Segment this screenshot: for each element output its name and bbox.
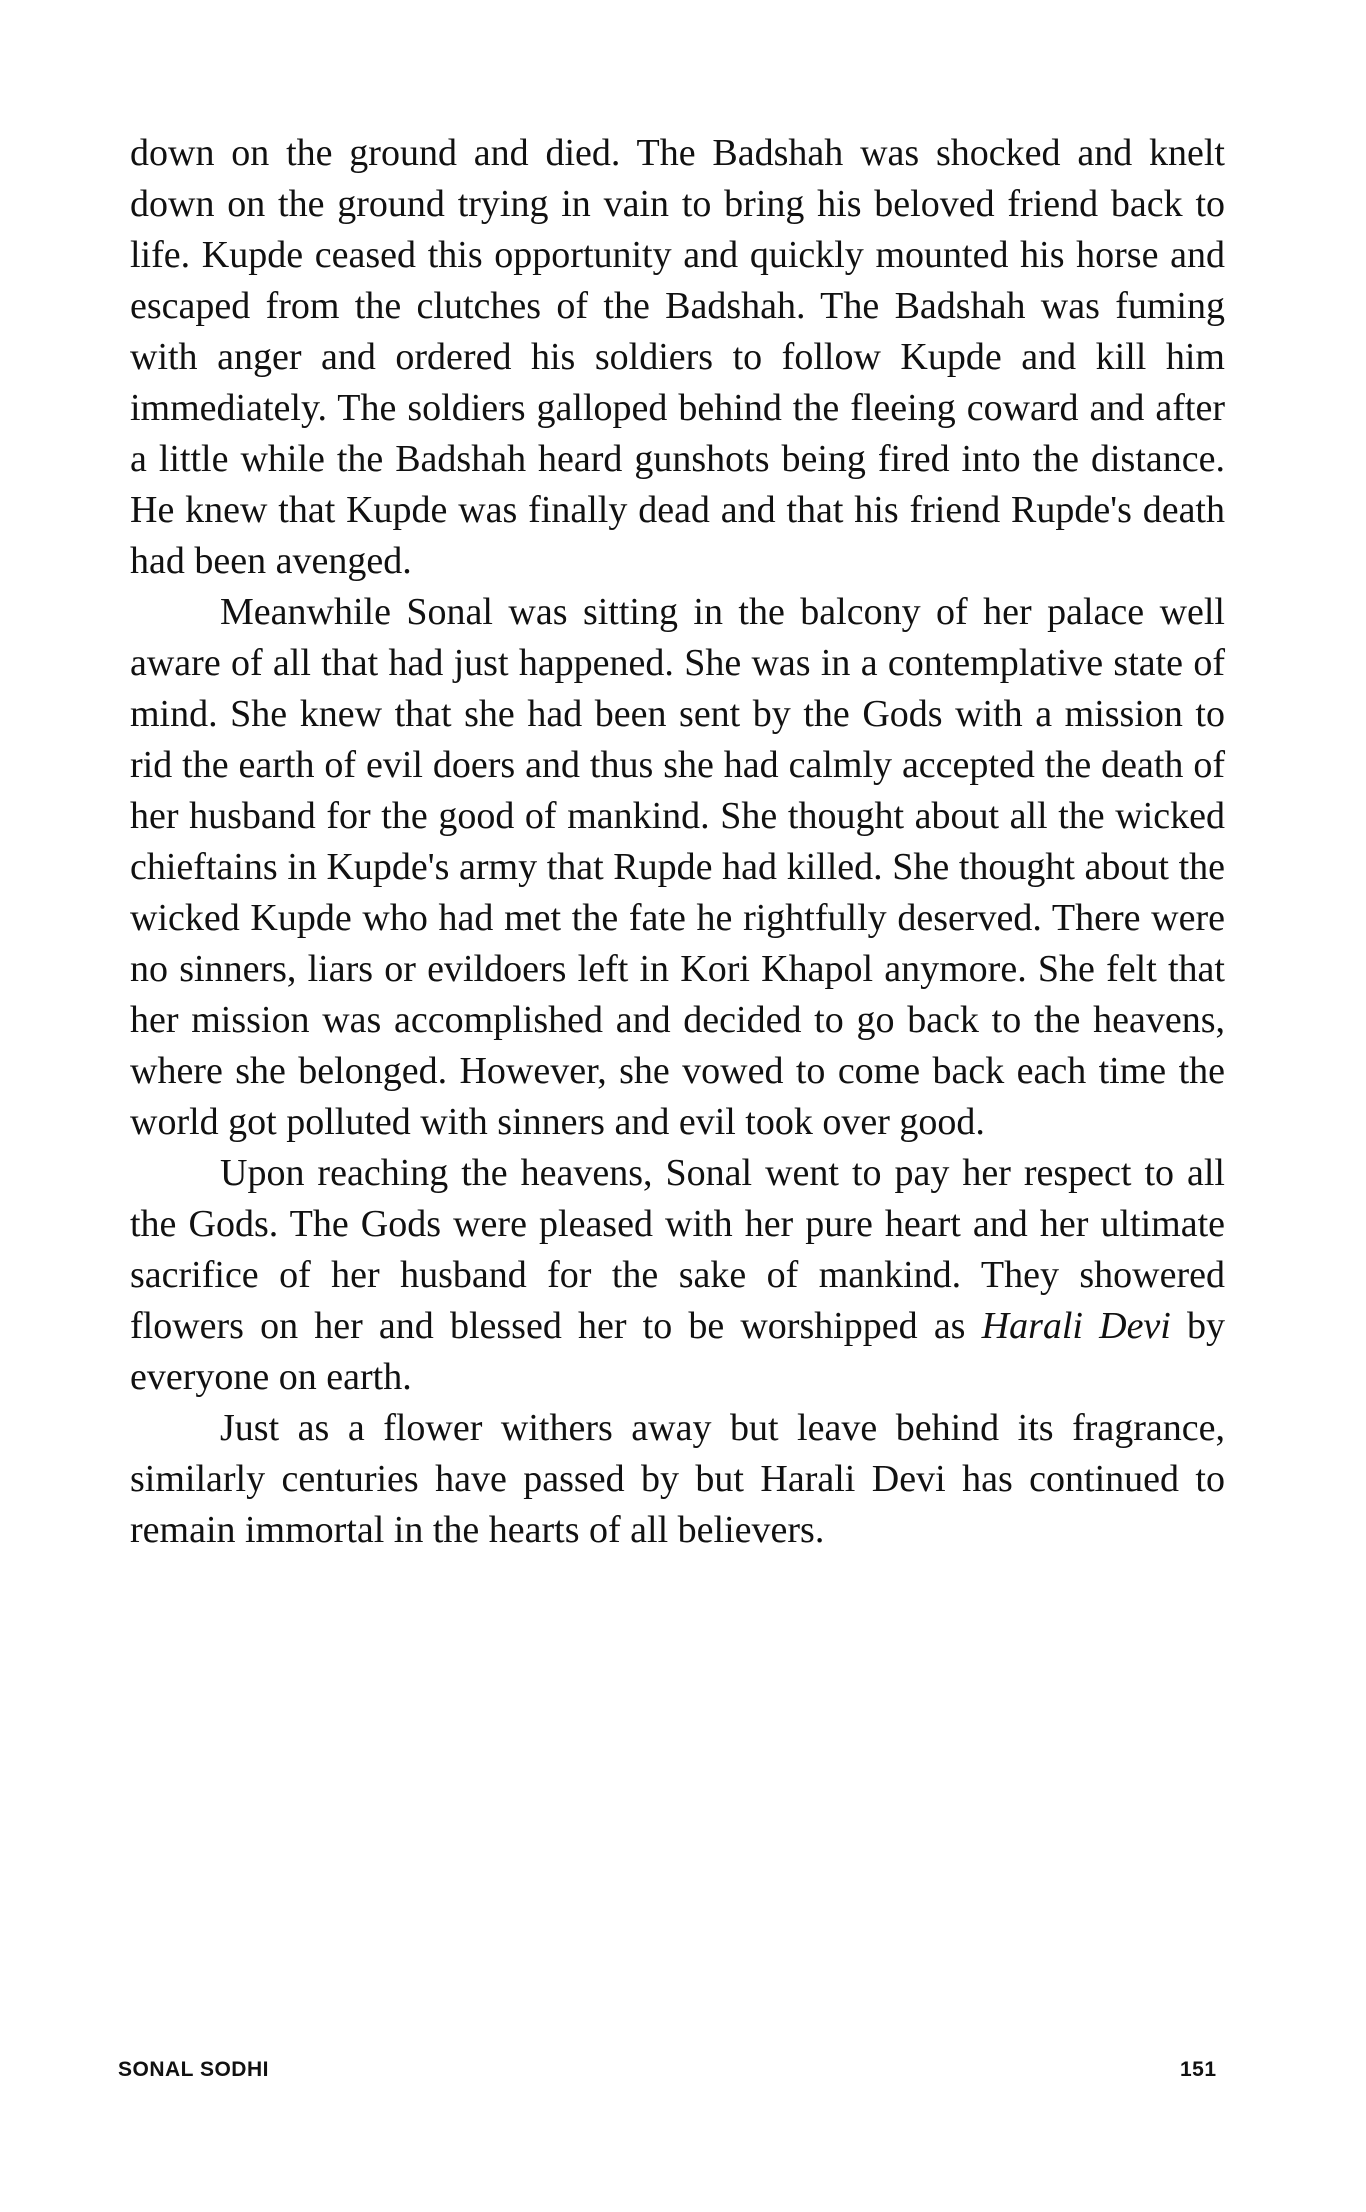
paragraph-3-text-after: by everyone on earth. — [130, 1305, 1226, 1398]
paragraph-3-text-before: Upon reaching the heavens, Sonal went to pay her respect to all the Gods. The Gods were pleased with her pure heart and her ultimate sacrifice of her husband for the sake of mankind. They showered flowers on her and blessed her to be worshipped as — [130, 1152, 1225, 1347]
page-body-text — [130, 128, 1225, 1556]
paragraph-2: Meanwhile Sonal was sitting in the balcony of her palace well aware of all that had just happened. She was in a contemplative state of mind. She knew that she had been sent by the Gods with a mission to rid the earth of evil doers and thus she had calmly accepted the death of her husband for the good of mankind. She thought about all the wicked chieftains in Kupde's army that Rupde had killed. She thought about the wicked Kupde who had met the fate he rightfully deserved. There were no sinners, liars or evildoers left in Kori Khapol anymore. She felt that her mission was accomplished and decided to go back to the heavens, where she belonged. However, she vowed to come back each time the world got polluted with sinners and evil took over good. — [130, 591, 1225, 1143]
footer-book-title: SONAL SODHI — [118, 2058, 269, 2081]
page-footer — [0, 2058, 1366, 2088]
footer-page-number: 151 — [1180, 2058, 1217, 2081]
paragraph-3-emphasis: Harali Devi — [981, 1305, 1171, 1347]
paragraph-1: down on the ground and died. The Badshah was shocked and knelt down on the ground trying in vain to bring his beloved friend back to life. Kupde ceased this opportunity and quickly mounted his horse and escaped from the clutches of the Badshah. The Badshah was fuming with anger and ordered his soldiers to follow Kupde and kill him immediately. The soldiers galloped behind the fleeing coward and after a little while the Badshah heard gunshots being fired into the distance. He knew that Kupde was finally dead and that his friend Rupde's death had been avenged. — [130, 132, 1225, 582]
paragraph-3 — [130, 1148, 1225, 1403]
paragraph-4: Just as a flower withers away but leave behind its fragrance, similarly centuries have passed by but Harali Devi has continued to remain immortal in the hearts of all believers. — [130, 1407, 1225, 1551]
